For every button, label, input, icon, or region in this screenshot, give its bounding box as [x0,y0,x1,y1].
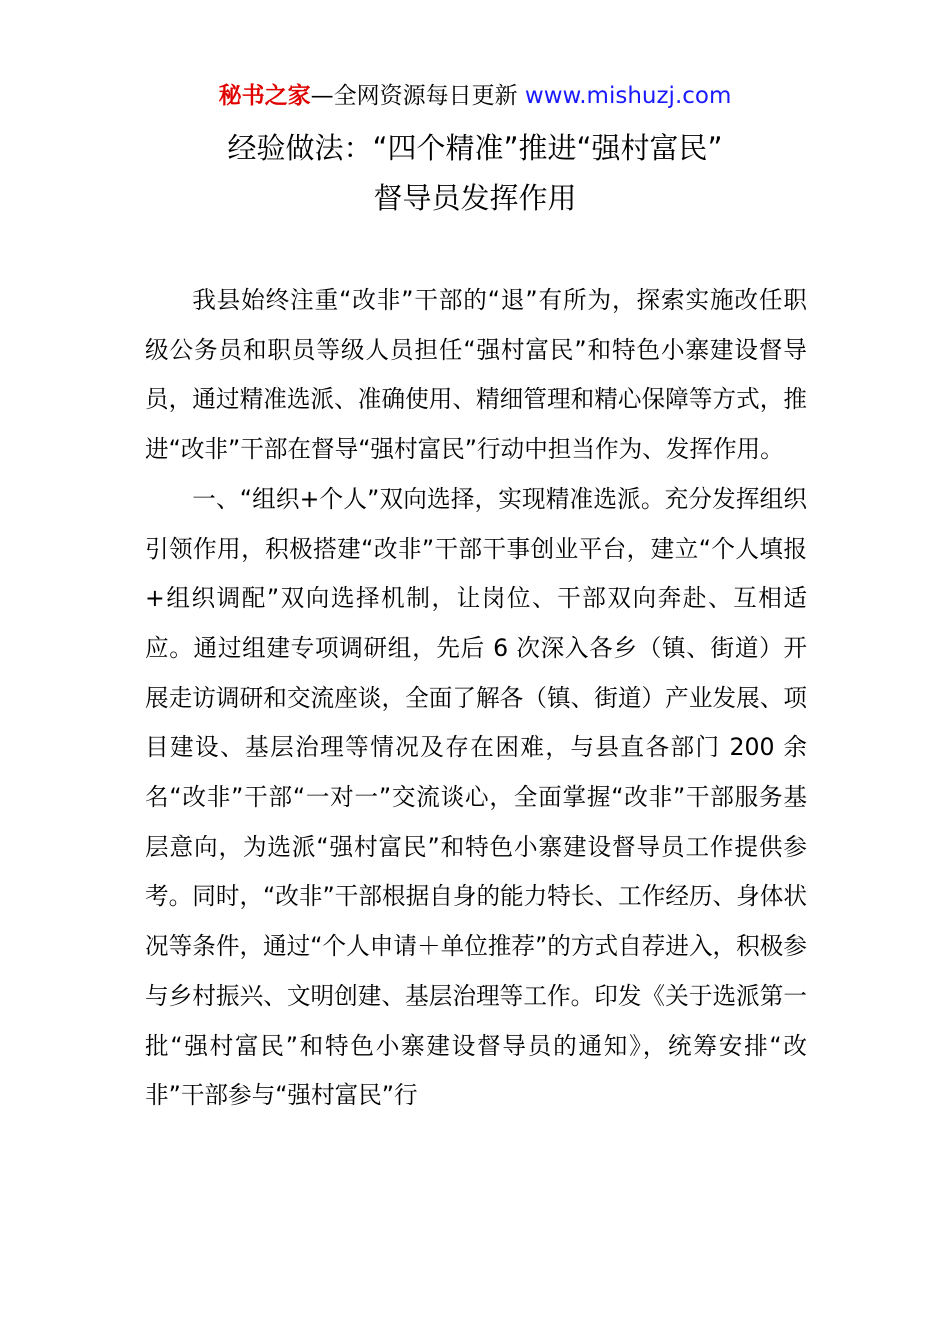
doc-title-line-2: 督导员发挥作用 [373,181,577,215]
header-slogan: —全网资源每日更新 [310,83,518,109]
paragraph-intro: 我县始终注重“改非”干部的“退”有所为，探索实施改任职级公务员和职员等级人员担任“强村富民”和特色小寨建设督导员，通过精准选派、准确使用、精细管理和精心保障等方式，推进“改非”干部在督导“强村富民”行动中担当作为、发挥作用。 [145,286,807,464]
paragraph-section-1: 一、“组织+个人”双向选择，实现精准选派。充分发挥组织引领作用，积极搭建“改非”干部干事创业平台，建立“个人填报+组织调配”双向选择机制，让岗位、干部双向奔赴、互相适应。通过组建专项调研组，先后 6 次深入各乡（镇、街道）开展走访调研和交流座谈，全面了解各（镇、街道）产业发展、项目建设、基层治理等情况及存在困难，与县直各部门 200 余名“改非”干部“一对一”交流谈心，全面掌握“改非”干部服务基层意向，为选派“强村富民”和特色小寨建设督导员工作提供参考。同时，“改非”干部根据自身的能力特长、工作经历、身体状况等条件，通过“个人申请＋单位推荐”的方式自荐进入，积极参与乡村振兴、文明创建、基层治理等工作。印发《关于选派第一批“强村富民”和特色小寨建设督导员的通知》，统筹安排“改非”干部参与“强村富民”行 [145,484,807,1110]
site-header [0,80,950,112]
document-body [145,276,807,1121]
brand-name: 秘书之家 [218,83,311,109]
doc-title-line-1: 经验做法：“四个精准”推进“强村富民” [227,131,723,165]
site-url[interactable]: www.mishuzj.com [524,83,732,109]
